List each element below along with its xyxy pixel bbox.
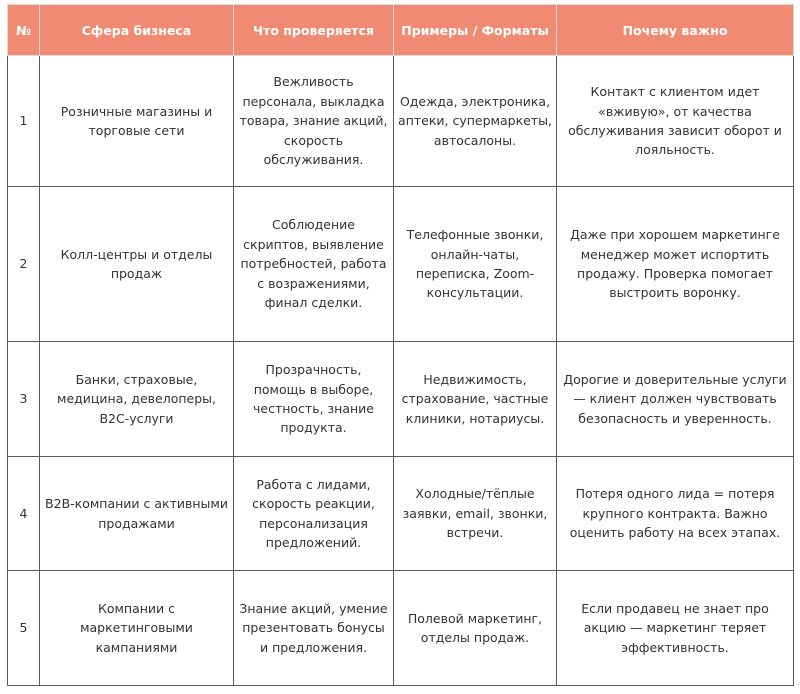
business-audit-table [7, 4, 794, 686]
cell-why-important: Даже при хорошем маркетинге менеджер может испортить продажу. Проверка помогает выстроить воронку. [557, 187, 794, 342]
table-row [8, 56, 794, 187]
table-row [8, 457, 794, 571]
cell-business-sphere: Колл-центры и отделы продаж [40, 187, 234, 342]
header-what-is-checked: Что проверяется [234, 5, 394, 56]
cell-business-sphere: B2B-компании с активными продажами [40, 457, 234, 571]
cell-examples: Телефонные звонки, онлайн-чаты, переписка, Zoom-консультации. [394, 187, 557, 342]
row-number: 5 [8, 571, 40, 686]
row-number: 2 [8, 187, 40, 342]
header-examples-formats: Примеры / Форматы [394, 5, 557, 56]
cell-business-sphere: Компании с маркетинговыми кампаниями [40, 571, 234, 686]
cell-examples: Недвижимость, страхование, частные клиники, нотариусы. [394, 342, 557, 457]
cell-examples: Одежда, электроника, аптеки, супермаркеты, автосалоны. [394, 56, 557, 187]
header-why-important: Почему важно [557, 5, 794, 56]
cell-examples: Холодные/тёплые заявки, email, звонки, встречи. [394, 457, 557, 571]
table-header-row [8, 5, 794, 56]
row-number: 4 [8, 457, 40, 571]
cell-business-sphere: Розничные магазины и торговые сети [40, 56, 234, 187]
header-business-sphere: Сфера бизнеса [40, 5, 234, 56]
cell-what-is-checked: Работа с лидами, скорость реакции, персонализация предложений. [234, 457, 394, 571]
header-number: № [8, 5, 40, 56]
table-row [8, 187, 794, 342]
cell-what-is-checked: Вежливость персонала, выкладка товара, знание акций, скорость обслуживания. [234, 56, 394, 187]
row-number: 1 [8, 56, 40, 187]
cell-why-important: Дорогие и доверительные услуги — клиент должен чувствовать безопасность и уверенность. [557, 342, 794, 457]
cell-why-important: Если продавец не знает про акцию — маркетинг теряет эффективность. [557, 571, 794, 686]
row-number: 3 [8, 342, 40, 457]
cell-why-important: Потеря одного лида = потеря крупного контракта. Важно оценить работу на всех этапах. [557, 457, 794, 571]
cell-what-is-checked: Соблюдение скриптов, выявление потребностей, работа с возражениями, финал сделки. [234, 187, 394, 342]
cell-what-is-checked: Прозрачность, помощь в выборе, честность, знание продукта. [234, 342, 394, 457]
table-row [8, 571, 794, 686]
cell-business-sphere: Банки, страховые, медицина, девелоперы, B2C-услуги [40, 342, 234, 457]
cell-why-important: Контакт с клиентом идет «вживую», от качества обслуживания зависит оборот и лояльность. [557, 56, 794, 187]
cell-what-is-checked: Знание акций, умение презентовать бонусы и предложения. [234, 571, 394, 686]
table-row [8, 342, 794, 457]
cell-examples: Полевой маркетинг, отделы продаж. [394, 571, 557, 686]
